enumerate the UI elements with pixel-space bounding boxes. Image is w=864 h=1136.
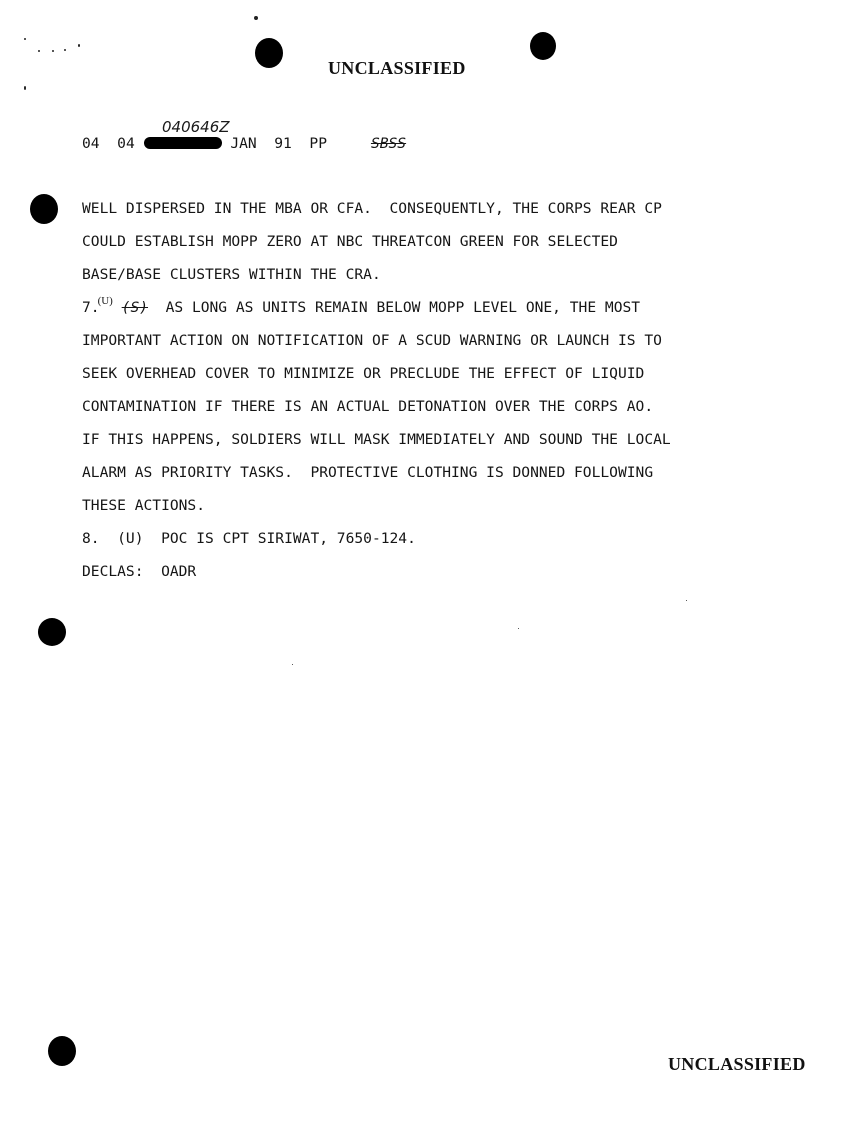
scan-speck	[52, 50, 54, 52]
paragraph-marking: (U)	[97, 295, 113, 307]
scan-speck	[64, 49, 66, 51]
scan-speck	[686, 600, 687, 601]
scan-speck	[24, 86, 26, 90]
handwritten-dtg: 040646Z	[162, 118, 230, 136]
punch-hole-top-left	[255, 38, 283, 68]
dtg-month: JAN	[230, 135, 257, 152]
body-line: ALARM AS PRIORITY TASKS. PROTECTIVE CLOTHING IS DONNED FOLLOWING	[82, 464, 654, 481]
scan-speck	[78, 44, 80, 47]
dtg-part: 04	[117, 135, 135, 152]
classification-header: UNCLASSIFIED	[328, 58, 466, 78]
declassification-line: DECLAS: OADR	[82, 563, 197, 580]
crossed-out-marking: SBSS	[370, 135, 407, 152]
classification-footer: UNCLASSIFIED	[668, 1054, 806, 1074]
scan-speck	[38, 50, 40, 52]
body-line: IMPORTANT ACTION ON NOTIFICATION OF A SCUD WARNING OR LAUNCH IS TO	[82, 332, 662, 349]
body-line: WELL DISPERSED IN THE MBA OR CFA. CONSEQUENTLY, THE CORPS REAR CP	[82, 200, 662, 217]
punch-hole-top-right	[530, 32, 556, 60]
dtg-year: 91	[274, 135, 292, 152]
body-line: BASE/BASE CLUSTERS WITHIN THE CRA.	[82, 266, 381, 283]
dtg-precedence: PP	[309, 135, 327, 152]
punch-hole-left-middle	[38, 618, 66, 646]
scan-speck	[518, 628, 519, 629]
scan-speck	[292, 664, 293, 665]
scan-speck	[254, 16, 258, 20]
body-line: THESE ACTIONS.	[82, 497, 206, 514]
punch-hole-left-upper	[30, 194, 58, 224]
dtg-part: 04	[82, 135, 100, 152]
redaction-bar	[144, 137, 222, 149]
paragraph-number: 7.	[82, 299, 100, 316]
body-line: IF THIS HAPPENS, SOLDIERS WILL MASK IMMEDIATELY AND SOUND THE LOCAL	[82, 431, 671, 448]
body-line: CONTAMINATION IF THERE IS AN ACTUAL DETONATION OVER THE CORPS AO.	[82, 398, 654, 415]
body-line: COULD ESTABLISH MOPP ZERO AT NBC THREATCON GREEN FOR SELECTED	[82, 233, 618, 250]
paragraph-text: AS LONG AS UNITS REMAIN BELOW MOPP LEVEL ONE, THE MOST	[165, 299, 641, 316]
punch-hole-left-bottom	[48, 1036, 76, 1066]
struck-classification-marking: (S)	[121, 299, 149, 316]
body-line: SEEK OVERHEAD COVER TO MINIMIZE OR PRECLUDE THE EFFECT OF LIQUID	[82, 365, 645, 382]
paragraph-7-first-line	[82, 295, 641, 316]
dtg-line	[82, 135, 406, 152]
scan-speck	[24, 38, 26, 40]
paragraph-8: 8. (U) POC IS CPT SIRIWAT, 7650-124.	[82, 530, 416, 547]
